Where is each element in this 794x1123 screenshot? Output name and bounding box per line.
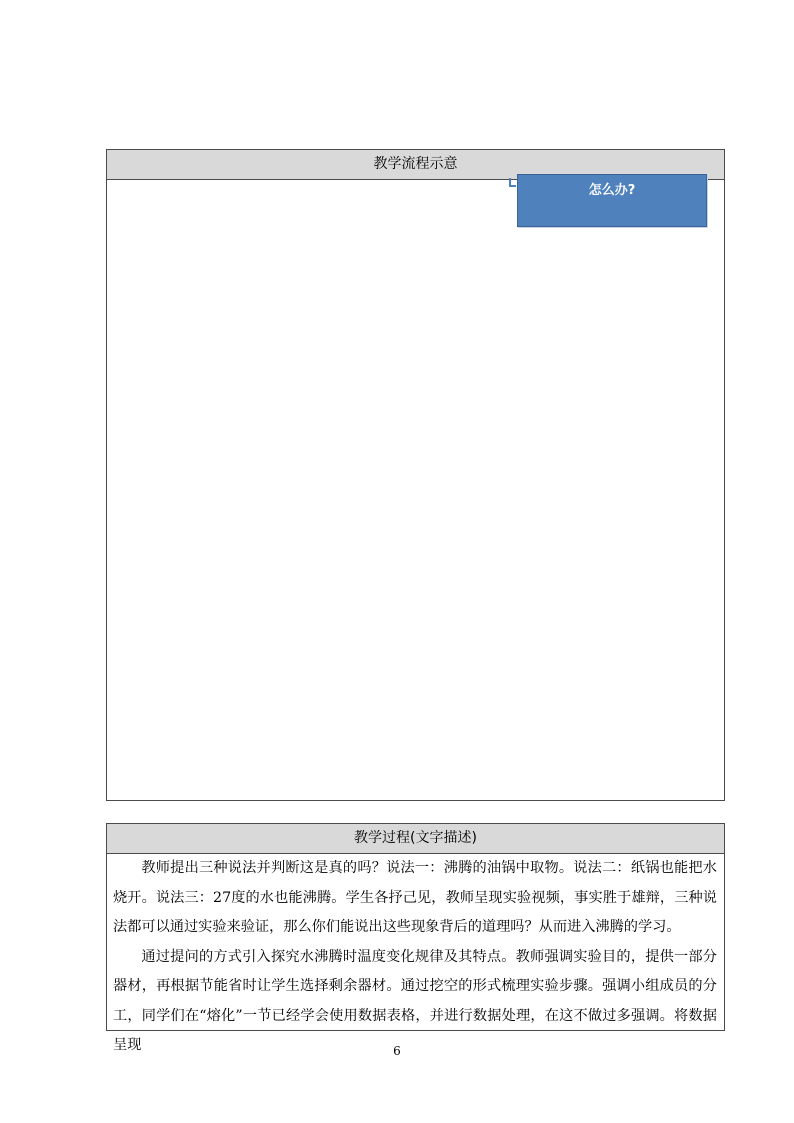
teaching-flow-diagram-area [107,180,724,800]
process-paragraph-2: 通过提问的方式引入探究水沸腾时温度变化规律及其特点。教师强调实验目的，提供一部分器材，再根据节能省时让学生选择剩余器材。通过挖空的形式梳理实验步骤。强调小组成员的分工，同学们在“熔化”一节已经学会使用数据表格，并进行数据处理，在这不做过多强调。将数据呈现 [113,948,717,1053]
flow-step-box [517,174,707,227]
page-number: 6 [393,1044,401,1058]
teaching-process-text [107,854,724,1053]
process-paragraph-1: 教师提出三种说法并判断这是真的吗？说法一：沸腾的油锅中取物。说法二：纸锅也能把水烧开。说法三：27度的水也能沸腾。学生各抒己见，教师呈现实验视频，事实胜于雄辩，三种说法都可以通过实验来验证，那么你们能说出这些现象背后的道理吗？从而进入沸腾的学习。 [113,860,717,935]
flow-connector-line [509,178,516,187]
teaching-flow-header: 教学流程示意 [107,150,724,180]
teaching-process-table [106,823,725,1053]
flow-step-box-label: 怎么办? [588,183,636,198]
teaching-flow-table [106,149,725,801]
teaching-process-header: 教学过程(文字描述) [107,824,724,854]
